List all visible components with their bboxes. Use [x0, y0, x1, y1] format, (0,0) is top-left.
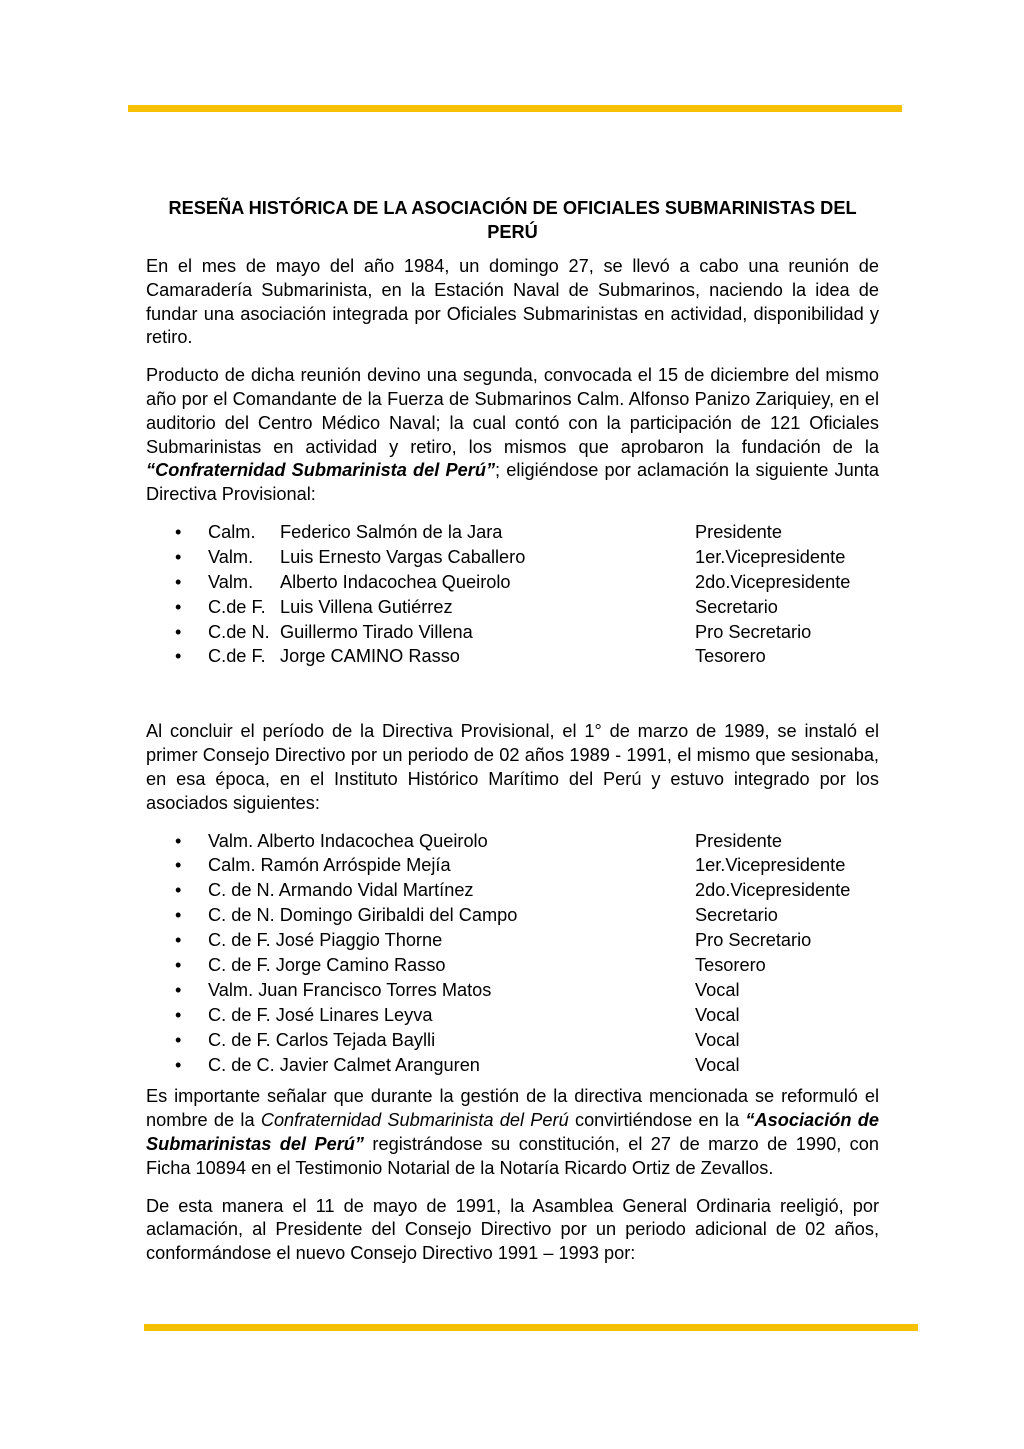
member-role: 2do.Vicepresidente: [695, 571, 851, 592]
member-name: C. de N. Domingo Giribaldi del Campo: [208, 905, 518, 926]
list-item: [146, 1053, 879, 1078]
emphasis-confraternidad: “Confraternidad Submarinista del Perú”: [146, 460, 496, 481]
list-item: [146, 1003, 879, 1028]
member-name: Jorge CAMINO Rasso: [280, 646, 460, 667]
paragraph-reelection: De esta manera el 11 de mayo de 1991, la Asamblea General Ordinaria reeligió, por aclamación, al Presidente del Consejo Directivo por un periodo adicional de 02 años, conformándose el nuevo Consejo Directivo 1991 – 1993 por:: [146, 1195, 879, 1264]
paragraph-text: convirtiéndose en la: [568, 1110, 746, 1131]
list-item: [146, 978, 879, 1003]
member-name: C. de F. Jorge Camino Rasso: [208, 954, 446, 975]
member-role: 1er.Vicepresidente: [695, 546, 846, 567]
member-role: 2do.Vicepresidente: [695, 880, 851, 901]
member-name: C. de F. José Linares Leyva: [208, 1004, 433, 1025]
member-role: Vocal: [695, 979, 740, 1000]
paragraph-second-meeting: [146, 364, 879, 507]
footer-rule: [144, 1324, 918, 1331]
member-role: Presidente: [695, 521, 782, 542]
paragraph-founding-idea: En el mes de mayo del año 1984, un domingo 27, se llevó a cabo una reunión de Camaradería Submarinista, en la Estación Naval de Submarinos, naciendo la idea de fundar una asociación integrada por Oficiales Submarinistas en actividad, disponibilidad y retiro.: [146, 256, 879, 348]
bullet-icon: •: [175, 930, 182, 951]
list-item: [146, 545, 879, 570]
bullet-icon: •: [175, 571, 182, 592]
member-name: Valm. Juan Francisco Torres Matos: [208, 979, 492, 1000]
bullet-icon: •: [175, 880, 182, 901]
paragraph-text: Es importante señalar que durante la gestión de la directiva mencionada se reformuló el nombre de la: [146, 1086, 879, 1131]
first-council-list: [146, 829, 879, 1078]
bullet-icon: •: [175, 979, 182, 1000]
bullet-icon: •: [175, 855, 182, 876]
member-role: 1er.Vicepresidente: [695, 855, 846, 876]
bullet-icon: •: [175, 1004, 182, 1025]
member-name: C. de F. José Piaggio Thorne: [208, 930, 443, 951]
member-rank: C.de F.: [208, 596, 266, 617]
member-name: Guillermo Tirado Villena: [280, 621, 473, 642]
member-name: Calm. Ramón Arróspide Mejía: [208, 855, 451, 876]
member-name: Valm. Alberto Indacochea Queirolo: [208, 830, 488, 851]
member-role: Vocal: [695, 1029, 740, 1050]
member-role: Pro Secretario: [695, 930, 812, 951]
member-role: Presidente: [695, 830, 782, 851]
paragraph-text: Producto de dicha reunión devino una segunda, convocada el 15 de diciembre del mismo año por el Comandante de la Fuerza de Submarinos Calm. Alfonso Panizo Zariquiey, en el auditorio del Centro Médico Naval; la cual contó con la participación de 121 Oficiales Submarinistas en actividad y retiro, los mismos que aprobaron la fundación de la: [146, 365, 879, 457]
member-role: Tesorero: [695, 954, 766, 975]
paragraph-text: ; eligiéndose por aclamación la siguiente Junta Directiva Provisional:: [146, 460, 880, 505]
list-item: [146, 928, 879, 953]
member-name: Luis Ernesto Vargas Caballero: [280, 546, 526, 567]
bullet-icon: •: [175, 1054, 182, 1075]
list-item: [146, 620, 879, 645]
member-role: Secretario: [695, 905, 778, 926]
member-role: Vocal: [695, 1004, 740, 1025]
member-role: Vocal: [695, 1054, 740, 1075]
member-name: C. de F. Carlos Tejada Baylli: [208, 1029, 436, 1050]
member-name: Federico Salmón de la Jara: [280, 521, 503, 542]
list-item: [146, 570, 879, 595]
header-rule: [128, 105, 902, 112]
member-role: Pro Secretario: [695, 621, 812, 642]
member-rank: C.de N.: [208, 621, 270, 642]
member-rank: C.de F.: [208, 646, 266, 667]
list-item: [146, 903, 879, 928]
member-rank: Calm.: [208, 521, 256, 542]
list-item: [146, 1028, 879, 1053]
member-name: Luis Villena Gutiérrez: [280, 596, 453, 617]
list-item: [146, 829, 879, 854]
italic-confraternidad: Confraternidad Submarinista del Perú: [260, 1110, 569, 1131]
bullet-icon: •: [175, 905, 182, 926]
provisional-board-list: [146, 520, 879, 669]
member-role: Tesorero: [695, 646, 766, 667]
bullet-icon: •: [175, 1029, 182, 1050]
list-item: [146, 878, 879, 903]
member-rank: Valm.: [208, 546, 254, 567]
bullet-icon: •: [175, 954, 182, 975]
member-name: Alberto Indacochea Queirolo: [280, 571, 511, 592]
paragraph-name-change: [146, 1085, 879, 1180]
list-item: [146, 853, 879, 878]
member-name: C. de N. Armando Vidal Martínez: [208, 880, 474, 901]
bullet-icon: •: [175, 830, 182, 851]
bullet-icon: •: [175, 621, 182, 642]
paragraph-text: registrándose su constitución, el 27 de marzo de 1990, con Ficha 10894 en el Testimonio Notarial de la Notaría Ricardo Ortiz de Zevallos.: [146, 1134, 879, 1178]
document-body: [146, 196, 879, 1266]
document-title: RESEÑA HISTÓRICA DE LA ASOCIACIÓN DE OFICIALES SUBMARINISTAS DEL PERÚ: [168, 198, 857, 242]
member-rank: Valm.: [208, 571, 254, 592]
bullet-icon: •: [175, 596, 182, 617]
list-item: [146, 595, 879, 620]
member-role: Secretario: [695, 596, 778, 617]
member-name: C. de C. Javier Calmet Aranguren: [208, 1054, 480, 1075]
bullet-icon: •: [175, 521, 182, 542]
list-item: [146, 953, 879, 978]
bullet-icon: •: [175, 646, 182, 667]
list-item: [146, 520, 879, 545]
paragraph-first-council: Al concluir el período de la Directiva Provisional, el 1° de marzo de 1989, se instaló el primer Consejo Directivo por un periodo de 02 años 1989 - 1991, el mismo que sesionaba, en esa época, en el Instituto Histórico Marítimo del Perú y estuvo integrado por los asociados siguientes:: [146, 721, 879, 813]
bullet-icon: •: [175, 546, 182, 567]
emphasis-asociacion: “Asociación de Submarinistas del Perú”: [146, 1110, 879, 1154]
list-item: [146, 644, 879, 669]
